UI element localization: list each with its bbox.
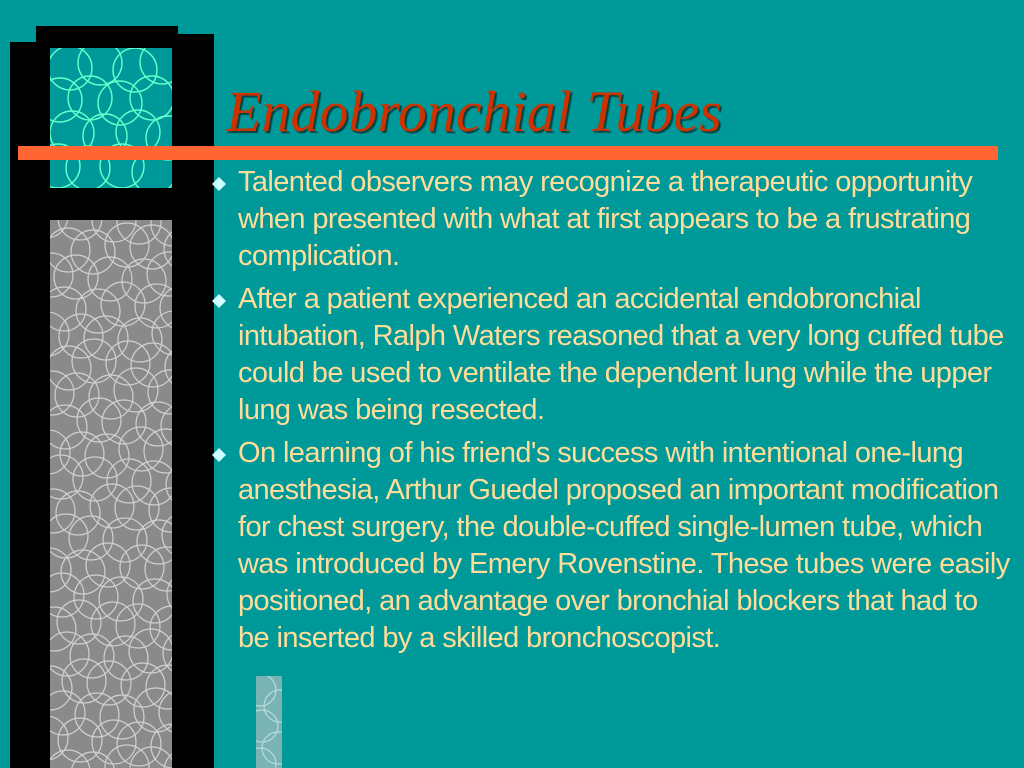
bullet-text: On learning of his friend's success with intentional one-lung anesthesia, Arthur Guedel proposed an important modification for chest surgery, the double-cuffed single-lumen tube, which was introduced by Emery Rovenstine. These tubes were easily positioned, an advantage over bronchial blockers that had to be inserted by a skilled bronchoscopist. bbox=[238, 437, 1010, 654]
diamond-bullet-icon bbox=[200, 281, 238, 429]
title-underline-rule bbox=[18, 146, 998, 160]
decorative-circle-pattern-gray bbox=[50, 220, 172, 768]
decorative-strip bbox=[256, 676, 282, 768]
bullet-text: After a patient experienced an accidental endobronchial intubation, Ralph Waters reasoned that a very long cuffed tube could be used to ventilate the dependent lung while the upper lung was being resected. bbox=[238, 283, 1004, 426]
diamond-bullet-icon bbox=[200, 164, 238, 275]
bullet-item bbox=[200, 435, 1020, 657]
diamond-bullet-icon bbox=[200, 435, 238, 657]
bullet-text: Talented observers may recognize a therapeutic opportunity when presented with what at first appears to be a frustrating complication. bbox=[238, 166, 973, 272]
bullet-list bbox=[200, 164, 1020, 663]
bullet-item bbox=[200, 281, 1020, 429]
decorative-circle-pattern-teal bbox=[50, 48, 172, 188]
bullet-item bbox=[200, 164, 1020, 275]
slide-title: Endobronchial Tubes bbox=[226, 79, 722, 144]
